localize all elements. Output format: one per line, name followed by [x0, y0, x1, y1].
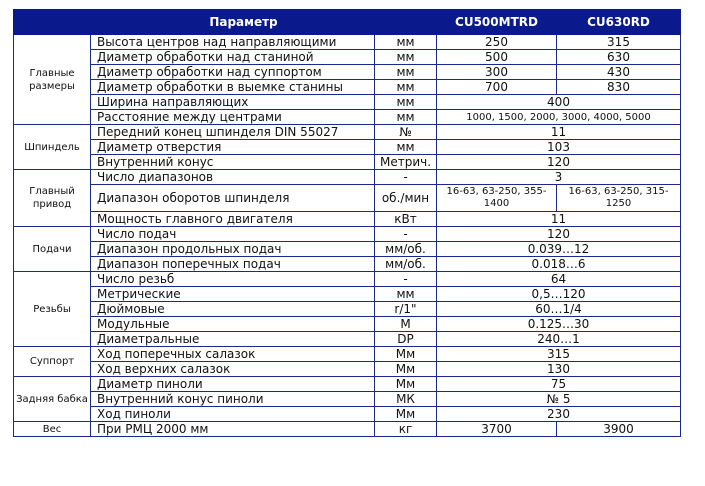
header-row	[14, 10, 681, 35]
header-model-cu630rd: CU630RD	[557, 10, 681, 35]
param-name: Диаметр обработки над суппортом	[91, 65, 375, 80]
value-shared: 120	[437, 227, 681, 242]
param-unit: DP	[375, 332, 437, 347]
param-unit: мм/об.	[375, 242, 437, 257]
param-unit: r/1"	[375, 302, 437, 317]
table-row	[14, 170, 681, 185]
group-main-sizes: Главные размеры	[14, 35, 91, 125]
param-name: Диаметральные	[91, 332, 375, 347]
value-shared: 240…1	[437, 332, 681, 347]
value-shared: 64	[437, 272, 681, 287]
param-unit: мм	[375, 65, 437, 80]
param-unit: мм	[375, 50, 437, 65]
table-row	[14, 155, 681, 170]
value-cu630rd: 430	[557, 65, 681, 80]
param-unit: -	[375, 170, 437, 185]
table-row	[14, 407, 681, 422]
param-name: Высота центров над направляющими	[91, 35, 375, 50]
param-name: Диапазон оборотов шпинделя	[91, 185, 375, 212]
param-name: Диаметр отверстия	[91, 140, 375, 155]
param-name: Число резьб	[91, 272, 375, 287]
value-cu500mtrd: 3700	[437, 422, 557, 437]
table-row	[14, 212, 681, 227]
value-shared: 103	[437, 140, 681, 155]
param-unit: мм	[375, 287, 437, 302]
table-row	[14, 95, 681, 110]
value-cu500mtrd: 250	[437, 35, 557, 50]
param-unit: -	[375, 227, 437, 242]
param-name: Число подач	[91, 227, 375, 242]
value-shared: 0.125…30	[437, 317, 681, 332]
group-weight: Вес	[14, 422, 91, 437]
value-cu500mtrd: 500	[437, 50, 557, 65]
table-row	[14, 272, 681, 287]
param-name: Диапазон продольных подач	[91, 242, 375, 257]
value-shared: 120	[437, 155, 681, 170]
param-unit: мм	[375, 80, 437, 95]
value-cu630rd: 630	[557, 50, 681, 65]
group-tailstock: Задняя бабка	[14, 377, 91, 422]
param-unit: -	[375, 272, 437, 287]
table-row	[14, 110, 681, 125]
value-shared: 0.018…6	[437, 257, 681, 272]
param-name: Ход пиноли	[91, 407, 375, 422]
group-support: Суппорт	[14, 347, 91, 377]
table-row	[14, 65, 681, 80]
param-name: При РМЦ 2000 мм	[91, 422, 375, 437]
table-row	[14, 140, 681, 155]
table-row	[14, 257, 681, 272]
group-spindle: Шпиндель	[14, 125, 91, 170]
spec-table	[13, 9, 681, 437]
value-cu500mtrd: 700	[437, 80, 557, 95]
param-unit: об./мин	[375, 185, 437, 212]
table-row	[14, 392, 681, 407]
group-main-drive: Главный привод	[14, 170, 91, 227]
param-unit: мм	[375, 140, 437, 155]
param-unit: кг	[375, 422, 437, 437]
value-shared: 60…1/4	[437, 302, 681, 317]
param-unit: Метрич.	[375, 155, 437, 170]
header-blank	[14, 10, 91, 35]
param-unit: кВт	[375, 212, 437, 227]
param-name: Диаметр пиноли	[91, 377, 375, 392]
value-shared: 75	[437, 377, 681, 392]
param-name: Метрические	[91, 287, 375, 302]
group-threads: Резьбы	[14, 272, 91, 347]
table-row	[14, 377, 681, 392]
param-name: Дюймовые	[91, 302, 375, 317]
param-name: Внутренний конус	[91, 155, 375, 170]
value-shared: 11	[437, 125, 681, 140]
value-shared: № 5	[437, 392, 681, 407]
value-shared: 0,5…120	[437, 287, 681, 302]
param-name: Передний конец шпинделя DIN 55027	[91, 125, 375, 140]
table-row	[14, 227, 681, 242]
table-row	[14, 422, 681, 437]
param-name: Диаметр обработки в выемке станины	[91, 80, 375, 95]
param-name: Ход верхних салазок	[91, 362, 375, 377]
value-shared: 315	[437, 347, 681, 362]
param-name: Число диапазонов	[91, 170, 375, 185]
param-unit: Мм	[375, 362, 437, 377]
value-cu630rd: 16-63, 63-250, 315-1250	[557, 185, 681, 212]
table-row	[14, 302, 681, 317]
param-unit: мм	[375, 110, 437, 125]
param-name: Внутренний конус пиноли	[91, 392, 375, 407]
value-shared: 230	[437, 407, 681, 422]
value-shared: 11	[437, 212, 681, 227]
param-name: Диапазон поперечных подач	[91, 257, 375, 272]
table-row	[14, 50, 681, 65]
value-cu500mtrd: 300	[437, 65, 557, 80]
param-name: Модульные	[91, 317, 375, 332]
param-unit: мм/об.	[375, 257, 437, 272]
value-shared: 130	[437, 362, 681, 377]
table-row	[14, 185, 681, 212]
param-name: Ход поперечных салазок	[91, 347, 375, 362]
param-name: Мощность главного двигателя	[91, 212, 375, 227]
table-row	[14, 332, 681, 347]
value-cu500mtrd: 16-63, 63-250, 355-1400	[437, 185, 557, 212]
value-shared: 3	[437, 170, 681, 185]
param-unit: мм	[375, 95, 437, 110]
param-unit: мм	[375, 35, 437, 50]
table-row	[14, 35, 681, 50]
param-unit: М	[375, 317, 437, 332]
value-cu630rd: 3900	[557, 422, 681, 437]
table-row	[14, 347, 681, 362]
header-model-cu500mtrd: CU500MTRD	[437, 10, 557, 35]
table-row	[14, 125, 681, 140]
param-unit: Мм	[375, 377, 437, 392]
value-shared: 0.039…12	[437, 242, 681, 257]
header-unit	[375, 10, 437, 35]
table-row	[14, 317, 681, 332]
value-shared: 1000, 1500, 2000, 3000, 4000, 5000	[437, 110, 681, 125]
table-row	[14, 362, 681, 377]
table-row	[14, 287, 681, 302]
param-unit: МК	[375, 392, 437, 407]
param-unit: №	[375, 125, 437, 140]
table-row	[14, 80, 681, 95]
param-unit: Мм	[375, 347, 437, 362]
table-row	[14, 242, 681, 257]
header-parameter: Параметр	[91, 10, 375, 35]
param-unit: Мм	[375, 407, 437, 422]
value-cu630rd: 830	[557, 80, 681, 95]
param-name: Ширина направляющих	[91, 95, 375, 110]
param-name: Расстояние между центрами	[91, 110, 375, 125]
group-feeds: Подачи	[14, 227, 91, 272]
value-shared: 400	[437, 95, 681, 110]
value-cu630rd: 315	[557, 35, 681, 50]
param-name: Диаметр обработки над станиной	[91, 50, 375, 65]
